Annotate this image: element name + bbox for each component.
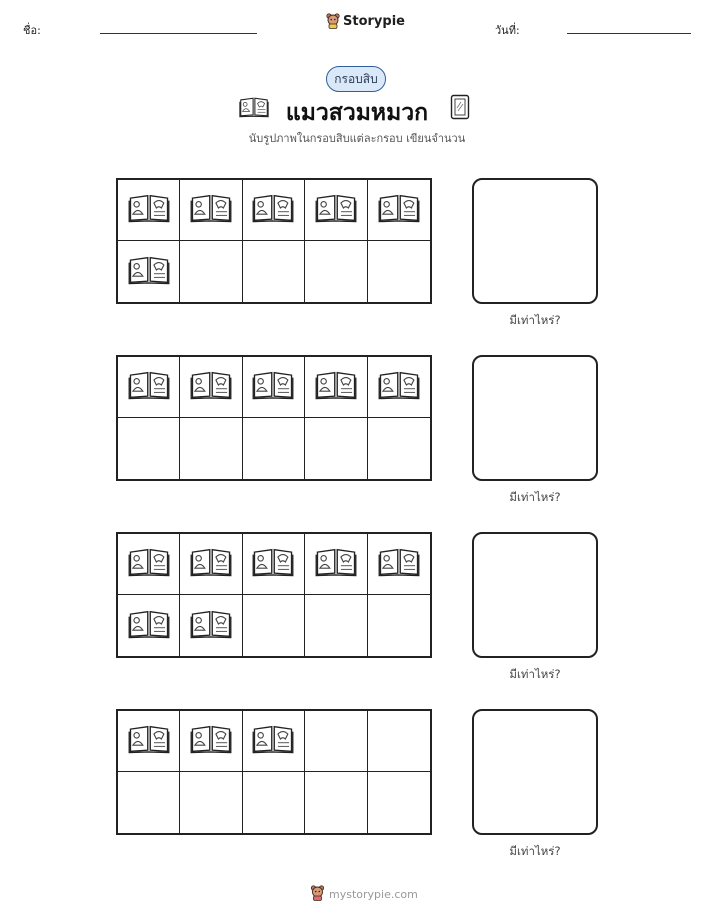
open-book-icon bbox=[128, 193, 170, 227]
ten-frame-cell bbox=[118, 595, 180, 656]
ten-frame-cell bbox=[118, 711, 180, 772]
open-book-icon bbox=[252, 724, 294, 758]
open-book-icon bbox=[128, 255, 170, 289]
ten-frame-cell bbox=[180, 772, 242, 833]
ten-frame bbox=[116, 178, 432, 304]
ten-frame-cell bbox=[118, 772, 180, 833]
ten-frame-cell bbox=[180, 534, 242, 595]
name-label: ชื่อ: bbox=[23, 24, 41, 37]
ten-frame-cell bbox=[305, 772, 367, 833]
ten-frame-cell bbox=[368, 418, 430, 479]
ten-frame-cell bbox=[305, 180, 367, 241]
ten-frame-cell bbox=[180, 595, 242, 656]
ten-frame-cell bbox=[118, 357, 180, 418]
open-book-icon bbox=[128, 547, 170, 581]
picture-frame-icon bbox=[450, 94, 470, 124]
ten-frame-cell bbox=[180, 711, 242, 772]
bear-mascot-icon bbox=[310, 885, 325, 904]
ten-frame-cell bbox=[305, 241, 367, 302]
open-book-icon bbox=[190, 609, 232, 643]
open-book-icon bbox=[128, 370, 170, 404]
open-book-icon bbox=[315, 193, 357, 227]
brand-name: Storypie bbox=[343, 13, 405, 29]
ten-frame-cell bbox=[118, 534, 180, 595]
open-book-icon bbox=[128, 724, 170, 758]
open-book-icon bbox=[315, 370, 357, 404]
instructions: นับรูปภาพในกรอบสิบแต่ละกรอบ เขียนจำนวน bbox=[248, 132, 466, 145]
footer-url[interactable]: mystorypie.com bbox=[329, 888, 418, 901]
ten-frame-cell bbox=[243, 772, 305, 833]
ten-frame-cell bbox=[180, 418, 242, 479]
answer-box[interactable] bbox=[472, 355, 598, 481]
ten-frame-cell bbox=[243, 357, 305, 418]
open-book-icon bbox=[190, 724, 232, 758]
open-book-icon bbox=[378, 370, 420, 404]
open-book-icon bbox=[252, 547, 294, 581]
ten-frame-cell bbox=[118, 180, 180, 241]
ten-frame-cell bbox=[368, 180, 430, 241]
ten-frame bbox=[116, 709, 432, 835]
ten-frame-cell bbox=[368, 772, 430, 833]
ten-frame-cell bbox=[180, 357, 242, 418]
open-book-icon bbox=[190, 370, 232, 404]
ten-frame-cell bbox=[243, 180, 305, 241]
ten-frame-cell bbox=[243, 418, 305, 479]
open-book-icon bbox=[252, 193, 294, 227]
answer-box[interactable] bbox=[472, 532, 598, 658]
answer-prompt: มีเท่าไหร่? bbox=[509, 667, 561, 681]
ten-frame-cell bbox=[368, 534, 430, 595]
ten-frame bbox=[116, 532, 432, 658]
ten-frame-cell bbox=[243, 711, 305, 772]
ten-frame bbox=[116, 355, 432, 481]
ten-frame-cell bbox=[118, 241, 180, 302]
ten-frame-cell bbox=[305, 357, 367, 418]
page-title: แมวสวมหมวก bbox=[285, 100, 429, 126]
open-book-icon bbox=[252, 370, 294, 404]
ten-frame-cell bbox=[243, 241, 305, 302]
footer bbox=[310, 885, 418, 904]
answer-prompt: มีเท่าไหร่? bbox=[509, 313, 561, 327]
ten-frame-cell bbox=[180, 180, 242, 241]
open-book-icon bbox=[128, 609, 170, 643]
answer-prompt: มีเท่าไหร่? bbox=[509, 844, 561, 858]
date-label: วันที่: bbox=[495, 24, 520, 37]
date-line[interactable] bbox=[567, 33, 691, 34]
ten-frame-cell bbox=[118, 418, 180, 479]
answer-prompt: มีเท่าไหร่? bbox=[509, 490, 561, 504]
ten-frame-cell bbox=[243, 534, 305, 595]
ten-frame-cell bbox=[305, 595, 367, 656]
ten-frame-cell bbox=[368, 711, 430, 772]
open-book-icon bbox=[315, 547, 357, 581]
name-line[interactable] bbox=[100, 33, 257, 34]
answer-box[interactable] bbox=[472, 709, 598, 835]
open-book-icon bbox=[190, 193, 232, 227]
open-book-icon bbox=[190, 547, 232, 581]
ten-frame-cell bbox=[180, 241, 242, 302]
open-book-icon bbox=[378, 193, 420, 227]
ten-frame-cell bbox=[243, 595, 305, 656]
ten-frame-cell bbox=[305, 711, 367, 772]
ten-frame-cell bbox=[368, 357, 430, 418]
ten-frame-cell bbox=[368, 241, 430, 302]
brand-logo bbox=[326, 13, 405, 29]
ten-frame-cell bbox=[368, 595, 430, 656]
ten-frame-cell bbox=[305, 534, 367, 595]
bear-mascot-icon bbox=[326, 13, 340, 29]
ten-frame-cell bbox=[305, 418, 367, 479]
answer-box[interactable] bbox=[472, 178, 598, 304]
open-book-icon bbox=[378, 547, 420, 581]
topic-badge: กรอบสิบ bbox=[326, 66, 386, 92]
